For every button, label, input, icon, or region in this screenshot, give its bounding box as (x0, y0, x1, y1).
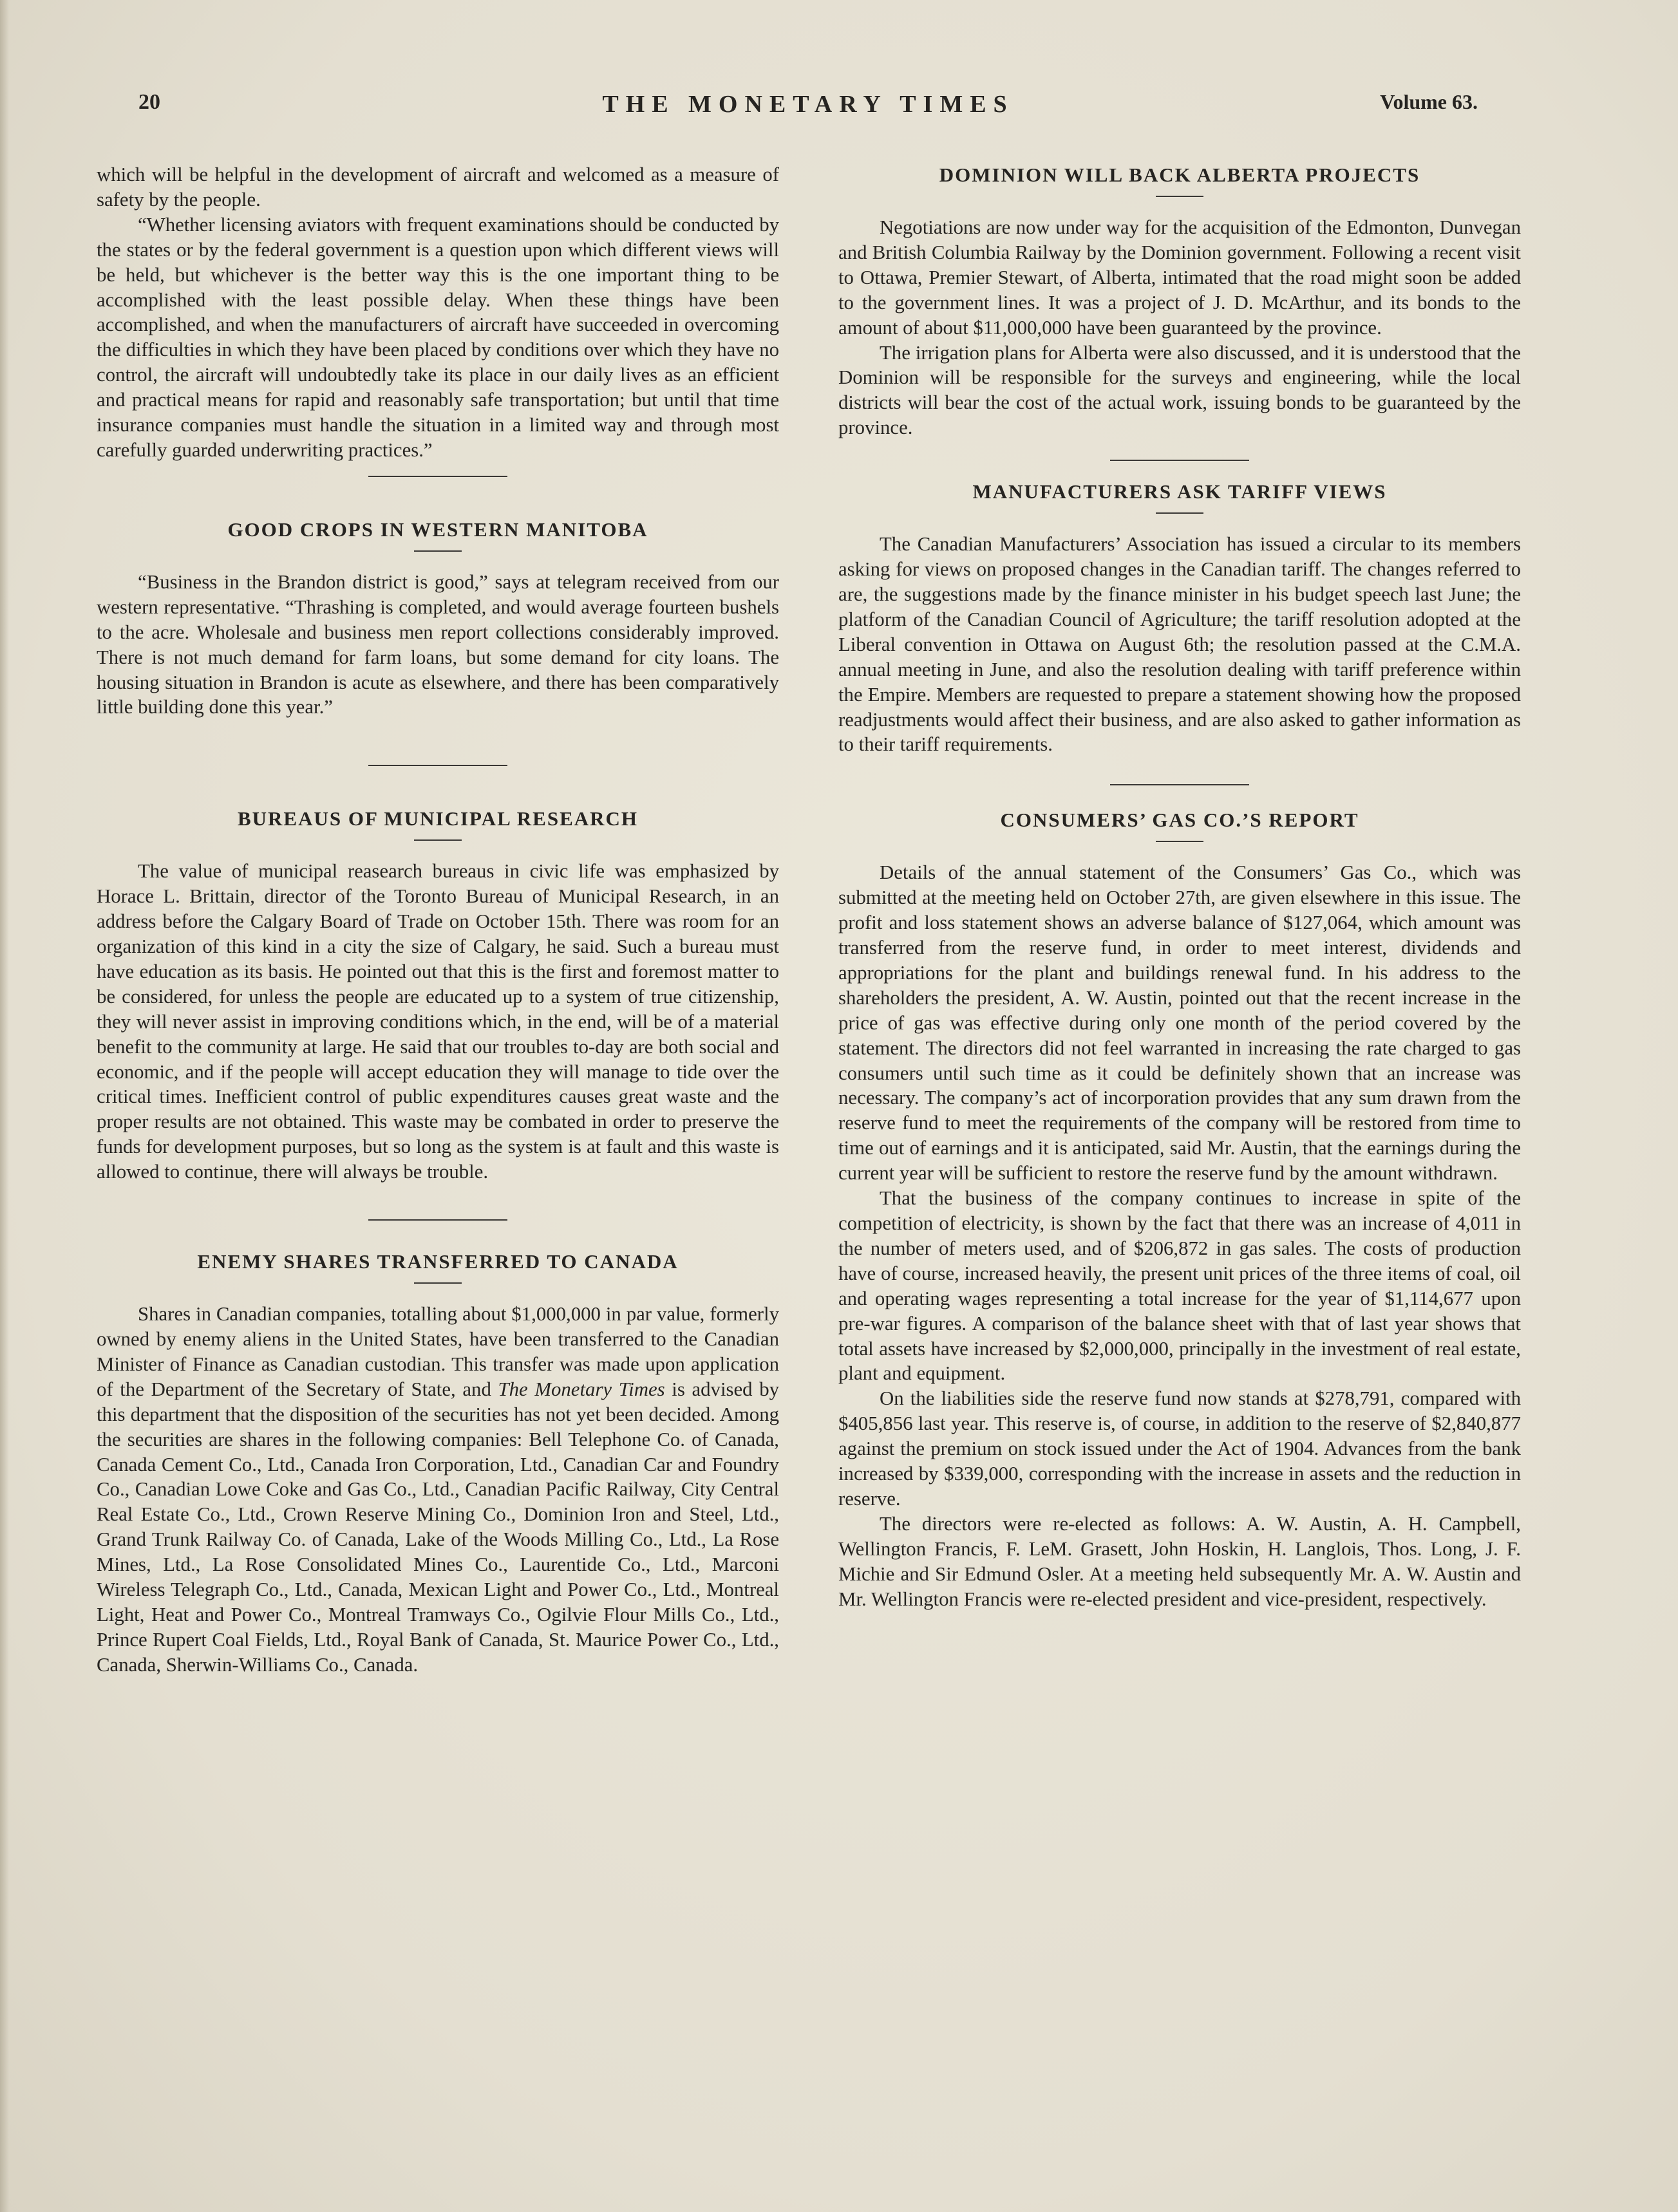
section-divider (368, 765, 507, 766)
article-paragraph: “Business in the Brandon district is good,” says at telegram received from our western representative. “Thrashing is completed, and would average fourteen bushels to the acre. Wholesale and business men report collections considerably improved. There is not much demand for farm loans, but some demand for city loans. The housing situation in Brandon is acute as elsewhere, and there has been comparatively little building done this year.” (97, 570, 779, 718)
section-divider (1110, 784, 1249, 785)
section-divider (368, 1219, 507, 1221)
article-heading-enemy-shares: ENEMY SHARES TRANSFERRED TO CANADA (197, 1250, 679, 1273)
article-paragraph: The Canadian Manufacturers’ Association has issued a circular to its members asking for views on proposed changes in the Canadian tariff. The changes referred to are, the suggestions made by the finance minister in his budget speech last June; the platform of the Canadian Council of Agriculture; the tariff resolution adopted at the Liberal convention in Ottawa on August 6th; the resolution passed at the C.M.A. annual meeting in June, and also the resolution dealing with tariff preference within the Empire. Members are requested to prepare a statement showing how the proposed readjustments would affect their business, and are also asked to gather information as to their tariff requirements. (838, 533, 1521, 756)
right-column (838, 162, 1521, 1612)
heading-rule (414, 550, 462, 552)
article-paragraph: Shares in Canadian companies, totalling about $1,000,000 in par value, formerly owned by enemy aliens in the United States, have been transferred to the Canadian Minister of Finance as Canadian custodian. This transfer was made upon application of the Department of the Secretary of State, and The Monetary Times is advised by this department that the disposition of the securities has not yet been decided. Among the securities are shares in the following companies: Bell Telephone Co. of Canada, Canada Cement Co., Ltd., Canada Iron Corporation, Ltd., Canadian Car and Foundry Co., Canadian Lowe Coke and Gas Co., Ltd., Canadian Pacific Railway, City Central Real Estate Co., Ltd., Crown Reserve Mining Co., Dominion Iron and Steel, Ltd., Grand Trunk Railway Co. of Canada, Lake of the Woods Milling Co., Ltd., La Rose Mines, Ltd., La Rose Consolidated Mines Co., Laurentide Co., Ltd., Marconi Wireless Telegraph Co., Ltd., Canada, Mexican Light and Power Co., Ltd., Montreal Light, Heat and Power Co., Montreal Tramways Co., Ogilvie Flour Mills Co., Ltd., Prince Rupert Coal Fields, Ltd., Royal Bank of Canada, St. Maurice Power Co., Ltd., Canada, Sherwin-Williams Co., Canada. (97, 1303, 780, 1676)
heading-rule (414, 839, 462, 841)
publication-title: The Monetary Times (498, 1378, 665, 1400)
article-paragraph: The directors were re-elected as follows: A. W. Austin, A. H. Campbell, Wellington Francis, F. LeM. Grasett, John Hoskin, H. Langlois, Thos. Long, J. F. Michie and Sir Edmund Osler. At a meeting held subsequently Mr. A. W. Austin and Mr. Wellington Francis were re-elected president and vice-president, respectively. (838, 1512, 1521, 1610)
article-paragraph: On the liabilities side the reserve fund now stands at $278,791, compared with $405,856 last year. This reserve is, of course, in addition to the reserve of $2,840,877 against the premium on stock issued under the Act of 1904. Advances from the bank increased by $339,000, corresponding with the increase in assets and the reduction in reserve. (838, 1387, 1521, 1510)
article-paragraph: Negotiations are now under way for the acquisition of the Edmonton, Dunvegan and British Columbia Railway by the Dominion government. Following a recent visit to Ottawa, Premier Stewart, of Alberta, intimated that the road might soon be added to the government lines. It was a project of J. D. McArthur, and its bonds to the amount of about $11,000,000 have been guaranteed by the province. (838, 216, 1521, 339)
article-heading-dominion: DOMINION WILL BACK ALBERTA PROJECTS (939, 164, 1420, 186)
article-paragraph: That the business of the company continues to increase in spite of the competition of electricity, is shown by the fact that there was an increase of 4,011 in the number of meters used, and of $206,872 in gas sales. The costs of production have of course, increased heavily, the present unit prices of the three items of coal, oil and operating wages representing a total increase for the year of $1,114,677 upon pre-war figures. A comparison of the balance sheet with that of last year shows that total assets have increased by $2,000,000, principally in the investment of real estate, plant and equipment. (838, 1187, 1521, 1385)
masthead: THE MONETARY TIMES (602, 91, 1014, 118)
article-paragraph: The value of municipal reasearch bureaus in civic life was emphasized by Horace L. Brittain, director of the Toronto Bureau of Municipal Research, in an address before the Calgary Board of Trade on October 15th. There was room for an organization of this kind in a city the size of Calgary, he said. Such a bureau must have education as its basis. He pointed out that this is the first and foremost matter to be considered, for unless the people are educated up to a system of true citizenship, they will never assist in improving conditions which, in the end, will be of a material benefit to the community at large. He said that our troubles to-day are both social and economic, and if the people will accept education they will manage to tide over the critical times. Inefficient control of public expenditures causes great waste and the proper results are not obtained. This waste may be combated in order to preserve the funds for development purposes, but so long as the system is at fault and this waste is allowed to continue, there will always be trouble. (97, 860, 779, 1183)
article-paragraph: Details of the annual statement of the Consumers’ Gas Co., which was submitted at the meeting held on October 27th, are given elsewhere in this issue. The profit and loss statement shows an adverse balance of $127,064, which amount was transferred from the reserve fund, in order to meet interest, dividends and appropriations for the plant and buildings renewal fund. In his address to the shareholders the president, A. W. Austin, pointed out that the recent increase in the price of gas was effective during only one month of the period covered by the statement. The directors did not feel warranted in increasing the rate charged to gas consumers until such time as it could be definitely shown that an increase was necessary. The company’s act of incorporation provides that any sum drawn from the reserve fund to meet the requirements of the company will be restored from time to time out of earnings and it is anticipated, said Mr. Austin, that the earnings during the current year will be sufficient to restore the reserve fund by the amount withdrawn. (838, 861, 1521, 1185)
page-number: 20 (138, 90, 160, 114)
article-paragraph: The irrigation plans for Alberta were also discussed, and it is understood that the Dominion will be responsible for the surveys and engineering, while the local districts will bear the cost of the actual work, issuing bonds to be guaranteed by the province. (838, 341, 1521, 439)
section-divider (1110, 460, 1249, 461)
heading-rule (1156, 841, 1203, 842)
left-column (97, 162, 779, 1678)
volume-label: Volume 63. (1380, 90, 1478, 113)
heading-rule (1156, 512, 1203, 514)
heading-rule (414, 1282, 462, 1284)
article-heading-tariff: MANUFACTURERS ASK TARIFF VIEWS (972, 480, 1387, 503)
article-heading-gas: CONSUMERS’ GAS CO.’S REPORT (1000, 809, 1359, 832)
page-spine-shadow (0, 0, 9, 2212)
heading-rule (1156, 196, 1203, 197)
article-heading-crops: GOOD CROPS IN WESTERN MANITOBA (227, 518, 648, 541)
article-paragraph: “Whether licensing aviators with frequent examinations should be conducted by the states or by the federal government is a question upon which different views will be held, but whichever is the better way this is the one important thing to be accomplished with the least possible delay. When these things have been accomplished, and when the manufacturers of aircraft have succeeded in overcoming the difficulties in which they have been placed by conditions over which they have no control, the aircraft will undoubtedly take its place in our daily lives as an efficient and practical means for rapid and reasonably safe transportation; but until that time insurance companies must handle the situation in a limited way and through most carefully guarded underwriting practices.” (97, 213, 779, 461)
page-header (138, 90, 1478, 129)
continued-paragraph: which will be helpful in the development of aircraft and welcomed as a measure of safety by the people. (97, 164, 779, 211)
article-heading-bureaus: BUREAUS OF MUNICIPAL RESEARCH (237, 807, 639, 830)
section-divider (368, 476, 507, 477)
